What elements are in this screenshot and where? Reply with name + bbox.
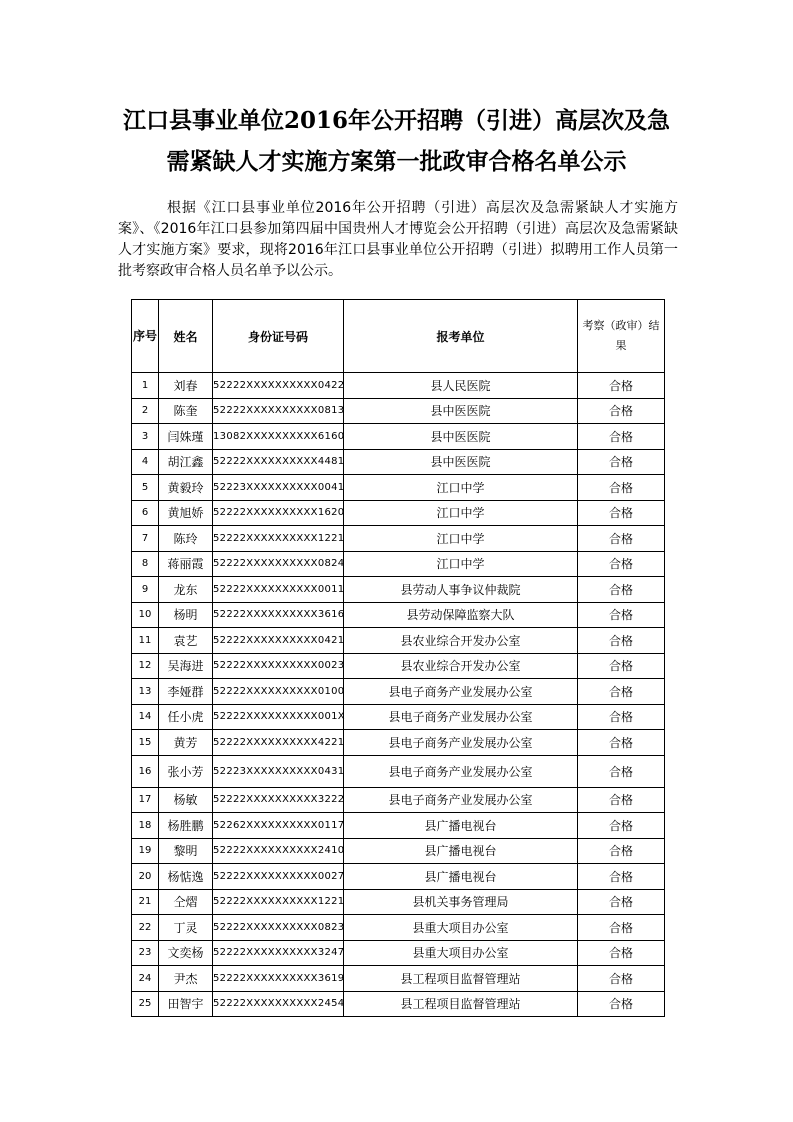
cell-name: 尹杰 (159, 966, 213, 992)
cell-unit: 县重大项目办公室 (344, 940, 578, 966)
cell-seq: 23 (132, 940, 159, 966)
table-row (132, 755, 665, 787)
cell-name: 陈奎 (159, 398, 213, 424)
cell-name: 杨明 (159, 602, 213, 628)
cell-seq: 24 (132, 966, 159, 992)
cell-result: 合格 (578, 991, 665, 1017)
cell-id: 52222XXXXXXXXXX4481 (213, 449, 344, 475)
cell-seq: 3 (132, 424, 159, 450)
cell-result: 合格 (578, 551, 665, 577)
cell-unit: 县电子商务产业发展办公室 (344, 787, 578, 813)
table-row (132, 838, 665, 864)
cell-unit: 县中医医院 (344, 398, 578, 424)
table-row (132, 500, 665, 526)
cell-id: 52222XXXXXXXXXX001X (213, 704, 344, 730)
cell-unit: 江口中学 (344, 551, 578, 577)
cell-name: 黄芳 (159, 730, 213, 756)
table-row (132, 704, 665, 730)
cell-id: 52223XXXXXXXXXX0431 (213, 755, 344, 787)
cell-result: 合格 (578, 424, 665, 450)
cell-seq: 20 (132, 864, 159, 890)
cell-name: 杨敏 (159, 787, 213, 813)
cell-id: 52222XXXXXXXXXX0011 (213, 577, 344, 603)
cell-name: 杨惦逸 (159, 864, 213, 890)
cell-seq: 17 (132, 787, 159, 813)
table-row (132, 602, 665, 628)
table-row (132, 940, 665, 966)
cell-name: 龙东 (159, 577, 213, 603)
cell-unit: 县电子商务产业发展办公室 (344, 730, 578, 756)
cell-id: 52222XXXXXXXXXX0813 (213, 398, 344, 424)
cell-result: 合格 (578, 940, 665, 966)
cell-seq: 18 (132, 813, 159, 839)
cell-name: 田智宇 (159, 991, 213, 1017)
cell-result: 合格 (578, 628, 665, 654)
page-title-line-1: 江口县事业单位2016年公开招聘（引进）高层次及急 (122, 107, 670, 134)
cell-id: 52222XXXXXXXXXX3247 (213, 940, 344, 966)
cell-result: 合格 (578, 838, 665, 864)
cell-name: 刘春 (159, 373, 213, 399)
table-row (132, 915, 665, 941)
cell-seq: 25 (132, 991, 159, 1017)
cell-id: 52222XXXXXXXXXX0824 (213, 551, 344, 577)
cell-name: 任小虎 (159, 704, 213, 730)
table-row (132, 398, 665, 424)
table-row (132, 373, 665, 399)
table-row (132, 813, 665, 839)
cell-result: 合格 (578, 526, 665, 552)
table-row (132, 653, 665, 679)
cell-unit: 县电子商务产业发展办公室 (344, 704, 578, 730)
table-row (132, 991, 665, 1017)
results-table (131, 299, 665, 1017)
table-row (132, 889, 665, 915)
cell-name: 闫姝瑾 (159, 424, 213, 450)
cell-result: 合格 (578, 679, 665, 705)
cell-seq: 5 (132, 475, 159, 501)
cell-seq: 11 (132, 628, 159, 654)
cell-result: 合格 (578, 864, 665, 890)
cell-id: 52222XXXXXXXXXX2454 (213, 991, 344, 1017)
cell-name: 杨胜鹏 (159, 813, 213, 839)
cell-seq: 2 (132, 398, 159, 424)
cell-result: 合格 (578, 704, 665, 730)
cell-name: 仝熠 (159, 889, 213, 915)
cell-seq: 22 (132, 915, 159, 941)
cell-name: 袁艺 (159, 628, 213, 654)
cell-unit: 县广播电视台 (344, 838, 578, 864)
table-row (132, 424, 665, 450)
header-name: 姓名 (159, 300, 213, 373)
cell-seq: 10 (132, 602, 159, 628)
cell-unit: 县重大项目办公室 (344, 915, 578, 941)
cell-id: 52222XXXXXXXXXX0023 (213, 653, 344, 679)
cell-id: 52222XXXXXXXXXX1620 (213, 500, 344, 526)
cell-unit: 县广播电视台 (344, 864, 578, 890)
cell-unit: 县人民医院 (344, 373, 578, 399)
header-unit: 报考单位 (344, 300, 578, 373)
cell-id: 52222XXXXXXXXXX0823 (213, 915, 344, 941)
table-row (132, 864, 665, 890)
cell-name: 陈玲 (159, 526, 213, 552)
cell-unit: 县劳动人事争议仲裁院 (344, 577, 578, 603)
cell-unit: 县农业综合开发办公室 (344, 628, 578, 654)
header-seq: 序号 (132, 300, 159, 373)
cell-name: 丁灵 (159, 915, 213, 941)
cell-seq: 1 (132, 373, 159, 399)
table-row (132, 679, 665, 705)
cell-result: 合格 (578, 500, 665, 526)
cell-unit: 县机关事务管理局 (344, 889, 578, 915)
table-row (132, 966, 665, 992)
cell-seq: 6 (132, 500, 159, 526)
cell-id: 52222XXXXXXXXXX3222 (213, 787, 344, 813)
cell-result: 合格 (578, 966, 665, 992)
cell-id: 52222XXXXXXXXXX0027 (213, 864, 344, 890)
cell-unit: 江口中学 (344, 526, 578, 552)
cell-seq: 19 (132, 838, 159, 864)
cell-seq: 16 (132, 755, 159, 787)
cell-id: 52222XXXXXXXXXX0100 (213, 679, 344, 705)
table-row (132, 475, 665, 501)
cell-result: 合格 (578, 813, 665, 839)
cell-seq: 13 (132, 679, 159, 705)
cell-id: 52222XXXXXXXXXX2410 (213, 838, 344, 864)
table-row (132, 526, 665, 552)
cell-result: 合格 (578, 915, 665, 941)
cell-seq: 14 (132, 704, 159, 730)
cell-id: 52222XXXXXXXXXX3619 (213, 966, 344, 992)
cell-unit: 县电子商务产业发展办公室 (344, 755, 578, 787)
cell-result: 合格 (578, 449, 665, 475)
cell-name: 黄旭娇 (159, 500, 213, 526)
table-header-row (132, 300, 665, 373)
table-row (132, 577, 665, 603)
cell-unit: 江口中学 (344, 475, 578, 501)
cell-result: 合格 (578, 373, 665, 399)
cell-name: 黄毅玲 (159, 475, 213, 501)
cell-seq: 12 (132, 653, 159, 679)
cell-name: 吴海进 (159, 653, 213, 679)
cell-id: 52222XXXXXXXXXX3616 (213, 602, 344, 628)
cell-id: 52222XXXXXXXXXX4221 (213, 730, 344, 756)
table-row (132, 449, 665, 475)
cell-unit: 县电子商务产业发展办公室 (344, 679, 578, 705)
cell-id: 52222XXXXXXXXXX1221 (213, 889, 344, 915)
table-body (132, 373, 665, 1017)
cell-unit: 县农业综合开发办公室 (344, 653, 578, 679)
header-result: 考察（政审）结果 (578, 300, 665, 373)
cell-id: 52222XXXXXXXXXX1221 (213, 526, 344, 552)
cell-unit: 江口中学 (344, 500, 578, 526)
cell-result: 合格 (578, 787, 665, 813)
cell-result: 合格 (578, 730, 665, 756)
cell-name: 文奕杨 (159, 940, 213, 966)
cell-id: 52222XXXXXXXXXX0421 (213, 628, 344, 654)
cell-name: 李娅群 (159, 679, 213, 705)
cell-seq: 4 (132, 449, 159, 475)
cell-seq: 7 (132, 526, 159, 552)
cell-result: 合格 (578, 755, 665, 787)
table-row (132, 628, 665, 654)
cell-unit: 县劳动保障监察大队 (344, 602, 578, 628)
cell-unit: 县工程项目监督管理站 (344, 991, 578, 1017)
cell-seq: 8 (132, 551, 159, 577)
cell-name: 蒋丽霞 (159, 551, 213, 577)
cell-unit: 县中医医院 (344, 424, 578, 450)
cell-name: 黎明 (159, 838, 213, 864)
cell-unit: 县中医医院 (344, 449, 578, 475)
intro-paragraph: 根据《江口县事业单位2016年公开招聘（引进）高层次及急需紧缺人才实施方案》、《2016年江口县参加第四届中国贵州人才博览会公开招聘（引进）高层次及急需紧缺人才实施方案》要求，现将2016年江口县事业单位公开招聘（引进）拟聘用工作人员第一批考察政审合格人员名单予以公示。 (118, 200, 678, 279)
cell-result: 合格 (578, 653, 665, 679)
cell-unit: 县工程项目监督管理站 (344, 966, 578, 992)
cell-unit: 县广播电视台 (344, 813, 578, 839)
cell-name: 胡江鑫 (159, 449, 213, 475)
table-row (132, 730, 665, 756)
cell-result: 合格 (578, 475, 665, 501)
cell-seq: 15 (132, 730, 159, 756)
table-row (132, 787, 665, 813)
cell-id: 52223XXXXXXXXXX0041 (213, 475, 344, 501)
cell-result: 合格 (578, 889, 665, 915)
header-id: 身份证号码 (213, 300, 344, 373)
cell-name: 张小芳 (159, 755, 213, 787)
cell-seq: 9 (132, 577, 159, 603)
table-row (132, 551, 665, 577)
cell-id: 52222XXXXXXXXXX0422 (213, 373, 344, 399)
cell-id: 52262XXXXXXXXXX0117 (213, 813, 344, 839)
page-title-line-2: 需紧缺人才实施方案第一批政审合格名单公示 (166, 148, 627, 175)
cell-seq: 21 (132, 889, 159, 915)
cell-result: 合格 (578, 577, 665, 603)
cell-id: 13082XXXXXXXXXX6160 (213, 424, 344, 450)
cell-result: 合格 (578, 602, 665, 628)
cell-result: 合格 (578, 398, 665, 424)
